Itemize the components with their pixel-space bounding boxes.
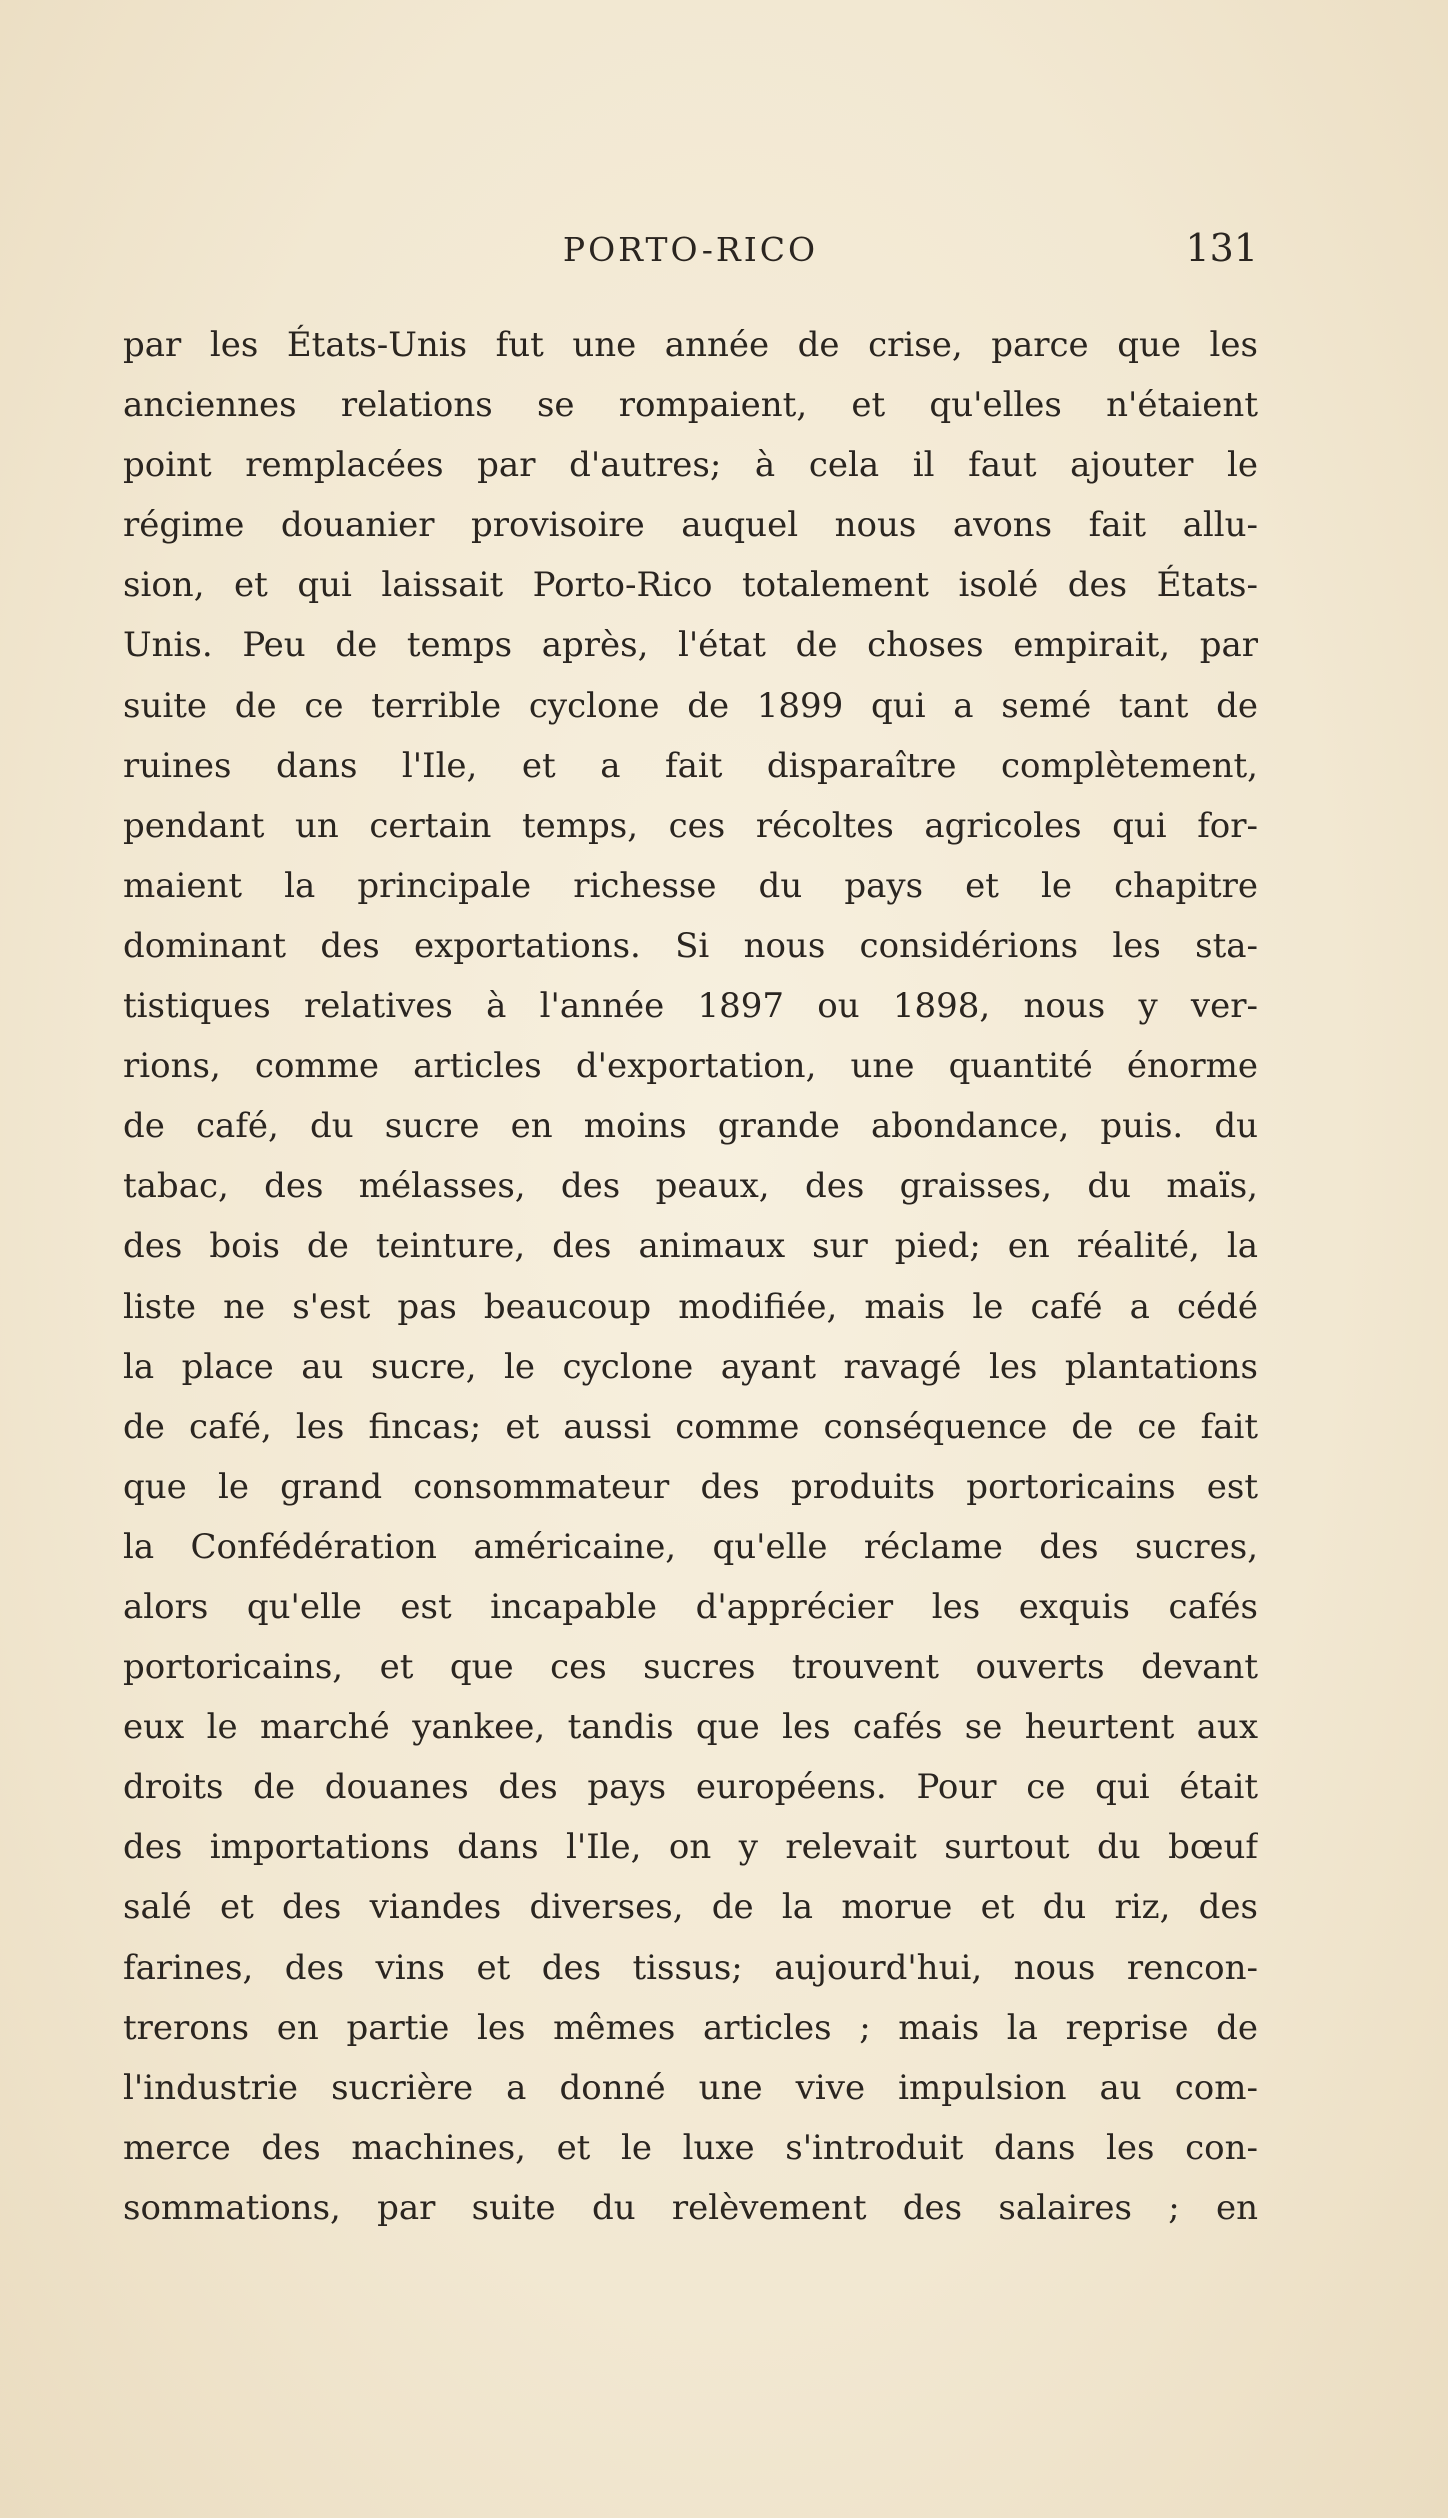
text-line: sommations, par suite du relèvement des salaires ; en: [123, 2187, 1258, 2228]
text-line: alors qu'elle est incapable d'apprécier les exquis cafés: [123, 1586, 1258, 1627]
text-line: l'industrie sucrière a donné une vive impulsion au com-: [123, 2067, 1258, 2108]
text-line: liste ne s'est pas beaucoup modifiée, mais le café a cédé: [123, 1286, 1258, 1327]
text-line: dominant des exportations. Si nous considérions les sta-: [123, 925, 1258, 966]
text-line: droits de douanes des pays européens. Pour ce qui était: [123, 1767, 1258, 1808]
text-line: tistiques relatives à l'année 1897 ou 1898, nous y ver-: [123, 986, 1258, 1027]
text-line: que le grand consommateur des produits portoricains est: [123, 1466, 1258, 1507]
text-line: maient la principale richesse du pays et le chapitre: [123, 865, 1258, 906]
text-line: salé et des viandes diverses, de la morue et du riz, des: [123, 1887, 1258, 1928]
text-line: eux le marché yankee, tandis que les cafés se heurtent aux: [123, 1707, 1258, 1748]
text-line: farines, des vins et des tissus; aujourd'hui, nous rencon-: [123, 1947, 1258, 1988]
text-line: la Confédération américaine, qu'elle réclame des sucres,: [123, 1526, 1258, 1567]
text-line: des importations dans l'Ile, on y relevait surtout du bœuf: [123, 1827, 1258, 1868]
text-line: point remplacées par d'autres; à cela il faut ajouter le: [123, 445, 1258, 486]
text-line: anciennes relations se rompaient, et qu'elles n'étaient: [123, 385, 1258, 426]
page-number: 131: [1185, 226, 1258, 270]
text-line: de café, du sucre en moins grande abondance, puis. du: [123, 1106, 1258, 1147]
body-text: [123, 315, 1258, 2238]
text-line: par les États-Unis fut une année de crise, parce que les: [123, 325, 1258, 365]
text-line: des bois de teinture, des animaux sur pied; en réalité, la: [123, 1226, 1258, 1267]
text-line: sion, et qui laissait Porto-Rico totalement isolé des États-: [123, 565, 1258, 606]
text-line: la place au sucre, le cyclone ayant ravagé les plantations: [123, 1346, 1258, 1387]
text-line: ruines dans l'Ile, et a fait disparaître complètement,: [123, 745, 1258, 786]
running-head: PORTO-RICO: [562, 230, 819, 269]
text-line: régime douanier provisoire auquel nous avons fait allu-: [123, 505, 1258, 546]
text-line: de café, les fincas; et aussi comme conséquence de ce fait: [123, 1406, 1258, 1447]
text-line: rions, comme articles d'exportation, une quantité énorme: [123, 1046, 1258, 1087]
text-line: portoricains, et que ces sucres trouvent ouverts devant: [123, 1647, 1258, 1688]
text-line: pendant un certain temps, ces récoltes agricoles qui for-: [123, 805, 1258, 846]
text-line: Unis. Peu de temps après, l'état de choses empirait, par: [123, 625, 1258, 666]
text-line: tabac, des mélasses, des peaux, des graisses, du maïs,: [123, 1166, 1258, 1207]
text-line: merce des machines, et le luxe s'introduit dans les con-: [123, 2127, 1258, 2168]
text-line: suite de ce terrible cyclone de 1899 qui a semé tant de: [123, 685, 1258, 726]
text-line: trerons en partie les mêmes articles ; mais la reprise de: [123, 2007, 1258, 2048]
page-header: [123, 222, 1258, 282]
